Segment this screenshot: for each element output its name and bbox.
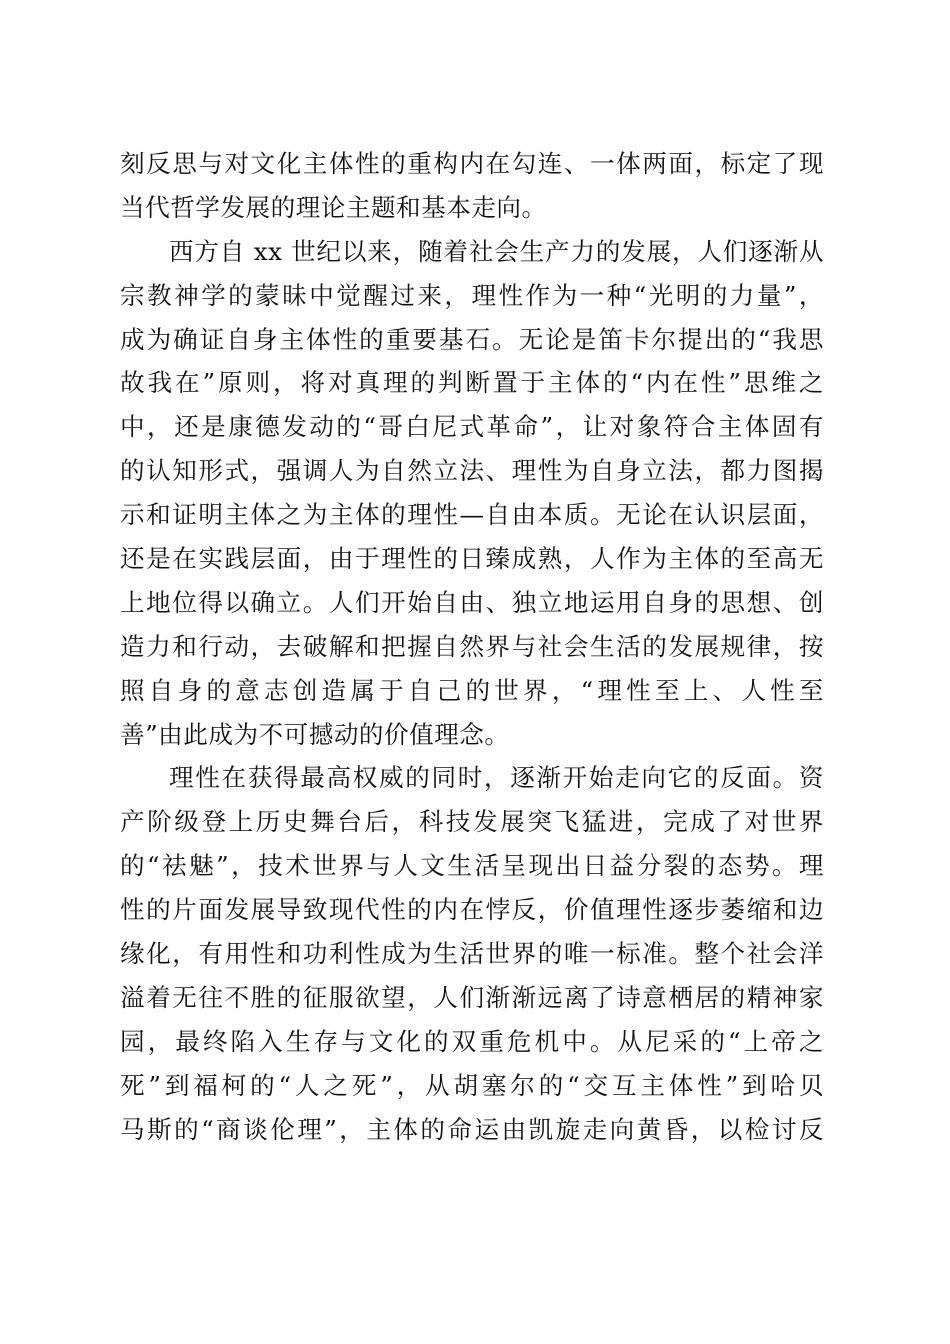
paragraph-2-line-9: 上地位得以确立。人们开始自由、独立地运用自身的思想、创 [120,587,824,617]
paragraph-3-line-1: 理性在获得最高权威的同时，逐渐开始走向它的反面。资 [169,763,824,793]
paragraph-2-line-6: 的认知形式，强调人为自然立法、理性为自身立法，都力图揭 [120,456,824,486]
paragraph-3-line-6: 溢着无往不胜的征服欲望，人们渐渐远离了诗意栖居的精神家 [120,982,824,1012]
paragraph-3-line-4: 性的片面发展导致现代性的内在悖反，价值理性逐步萎缩和边 [120,895,824,925]
paragraph-2-line-11: 照自身的意志创造属于自己的世界，“理性至上、人性至 [120,675,824,705]
paragraph-3-line-9: 马斯的“商谈伦理”，主体的命运由凯旋走向黄昏，以检讨反 [120,1114,824,1144]
paragraph-2-line-2: 宗教神学的蒙昧中觉醒过来，理性作为一种“光明的力量”， [120,280,824,310]
paragraph-2-line-12: 善”由此成为不可撼动的价值理念。 [120,719,510,749]
paragraph-2-line-4: 故我在”原则，将对真理的判断置于主体的“内在性”思维之 [120,368,824,398]
paragraph-2-line-1: 西方自 xx 世纪以来，随着社会生产力的发展，人们逐渐从 [169,236,824,266]
paragraph-3-line-7: 园，最终陷入生存与文化的双重危机中。从尼采的“上帝之 [120,1026,824,1056]
paragraph-3-line-5: 缘化，有用性和功利性成为生活世界的唯一标准。整个社会洋 [120,939,824,969]
paragraph-2-line-7: 示和证明主体之为主体的理性—自由本质。无论在认识层面， [120,500,824,530]
paragraph-2-line-10: 造力和行动，去破解和把握自然界与社会生活的发展规律，按 [120,631,824,661]
paragraph-3-line-2: 产阶级登上历史舞台后，科技发展突飞猛进，完成了对世界 [120,807,824,837]
paragraph-2-line-8: 还是在实践层面，由于理性的日臻成熟，人作为主体的至高无 [120,544,824,574]
paragraph-3-line-8: 死”到福柯的“人之死”，从胡塞尔的“交互主体性”到哈贝 [120,1070,824,1100]
paragraph-2-line-3: 成为确证自身主体性的重要基石。无论是笛卡尔提出的“我思 [120,324,824,354]
paragraph-3-line-3: 的“祛魅”，技术世界与人文生活呈现出日益分裂的态势。理 [120,851,824,881]
paragraph-2-line-5: 中，还是康德发动的“哥白尼式革命”，让对象符合主体固有 [120,412,824,442]
document-body [120,142,824,1151]
paragraph-1-line-1: 刻反思与对文化主体性的重构内在勾连、一体两面，标定了现 [120,149,824,178]
paragraph-1-line-2: 当代哲学发展的理论主题和基本走向。 [120,192,547,222]
